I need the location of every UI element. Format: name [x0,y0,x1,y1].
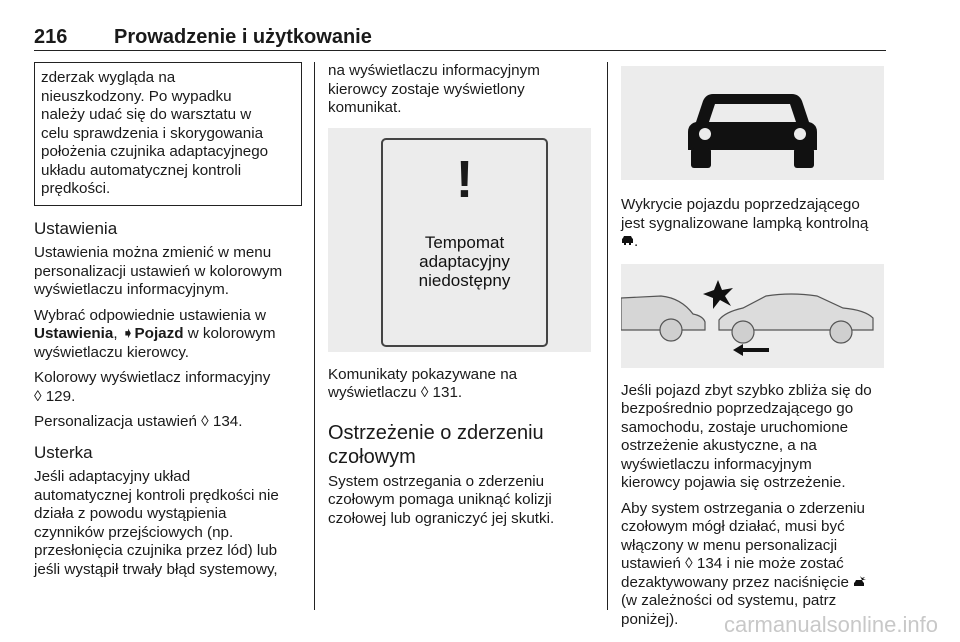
messages-paragraph [328,366,596,403]
text-span: w kolorowym [183,325,276,342]
text-line: bezpośrednio poprzedzającego go [621,400,854,417]
text-line: Wybrać odpowiednie ustawienia w [34,306,267,324]
text-line: Jeśli adaptacyjny układ [34,468,191,485]
page-number: 216 [34,26,68,48]
detect-paragraph [621,196,889,252]
display-illustration [328,128,591,352]
text-line: czołowym pomaga uniknąć kolizji [328,491,552,508]
note-line: prędkości. [41,180,111,197]
text-line: Wykrycie pojazdu poprzedzającego [621,196,860,213]
settings-paragraph [34,244,302,300]
text-line [34,325,302,344]
note-box [34,62,302,206]
screen-line: niedostępny [418,270,511,290]
settings-paragraph [34,307,302,363]
text-line: przesłonięcia czujnika przez lód) lub [34,542,278,559]
warning-paragraph [621,382,889,493]
text-line: komunikat. [328,99,402,116]
text-line: kierowcy pojawia się ostrzeżenie. [621,474,846,491]
text-line: ostrzeżenie akustyczne, a na [621,437,817,454]
text-line: System ostrzegania o zderzeniu [328,472,545,490]
note-line: nieuszkodzony. Po wypadku [41,87,232,105]
text-line: (w zależności od systemu, patrz [621,592,837,609]
column-1 [34,62,302,579]
text-span: dezaktywowany przez naciśnięcie [621,573,854,591]
text-line: Ustawienia można zmienić w menu [34,244,272,261]
text-line: wyświetlaczu informacyjnym [621,455,812,473]
text-line: Kolorowy wyświetlacz informacyjny [34,369,271,386]
text-line [621,233,889,252]
column-3 [621,62,889,629]
text-line: Aby system ostrzegania o zderzeniu [621,499,865,517]
arrow-icon: ➧ [121,325,135,342]
page-reference: ◊ 129. [34,387,76,405]
menu-settings-label: Ustawienia [34,325,114,342]
text-line: włączony w menu personalizacji [621,536,838,554]
page-title: Prowadzenie i użytkowanie [114,26,372,48]
text-line: wyświetlaczu informacyjnym. [34,281,229,298]
screen-line: adaptacyjny [419,251,510,271]
text-line: czołowym mógł działać, musi być [621,518,845,535]
text-line: czołowej lub ograniczyć jej skutki. [328,509,555,527]
text-line: jest sygnalizowane lampką kontrolną [621,214,869,232]
settings-paragraph [34,369,302,406]
note-line: układu automatycznej kontroli [41,161,242,179]
column-divider [607,62,608,610]
text-line: czynników przejściowych (np. [34,523,234,541]
text-line: działa z powodu wystąpienia [34,505,227,522]
text-line: Komunikaty pokazywane na [328,365,518,383]
heading-line: czołowym [328,445,416,468]
text-line: Jeśli pojazd zbyt szybko zbliża się do [621,381,872,399]
menu-vehicle-label: Pojazd [134,325,184,342]
text-line [621,574,889,593]
text-line: personalizacji ustawień w kolorowym [34,262,283,280]
car-front-icon [621,66,884,180]
collision-warning-illustration [621,264,884,368]
note-line: należy udać się do warsztatu w [41,106,252,123]
text-span: . [634,233,639,250]
text-line: poniżej). [621,610,679,628]
message-screen [381,138,548,347]
note-line: celu sprawdzenia i skorygowania [41,124,264,142]
text-line: na wyświetlaczu informacyjnym [328,62,540,79]
text-line: samochodu, zostaje uruchomione [621,418,849,436]
warning-exclamation-icon: ! [455,150,474,209]
text-line: wyświetlaczu kierowcy. [34,343,190,361]
column-divider [314,62,315,610]
collision-warning-button-icon [853,574,867,591]
collision-paragraph [328,473,596,529]
note-line: położenia czujnika adaptacyjnego [41,143,269,160]
fault-paragraph [34,468,302,579]
car-indicator-icon [621,233,634,250]
watermark: carmanualsonline.info [723,612,938,637]
vehicle-ahead-indicator-illustration [621,66,884,180]
column-2 [328,62,596,528]
enable-paragraph [621,500,889,630]
note-line: zderzak wygląda na [41,69,176,86]
screen-message [383,233,546,290]
page-header [34,24,886,51]
page-reference: Personalizacja ustawień ◊ 134. [34,413,243,430]
separator: , [113,325,122,342]
text-line: automatycznej kontroli prędkości nie [34,486,279,504]
heading-settings: Ustawienia [34,218,118,238]
heading-line: Ostrzeżenie o zderzeniu [328,421,544,444]
page-reference: wyświetlaczu ◊ 131. [328,384,463,401]
page-reference: ustawień ◊ 134 i nie może zostać [621,555,844,572]
text-line: jeśli wystąpił trwały błąd systemowy, [34,560,278,578]
screen-line: Tempomat [424,232,505,252]
intro-paragraph [328,62,596,118]
cars-approaching-illustration [621,264,884,368]
heading-fault: Usterka [34,442,93,462]
text-line: kierowcy zostaje wyświetlony [328,80,525,98]
heading-collision [328,421,596,469]
